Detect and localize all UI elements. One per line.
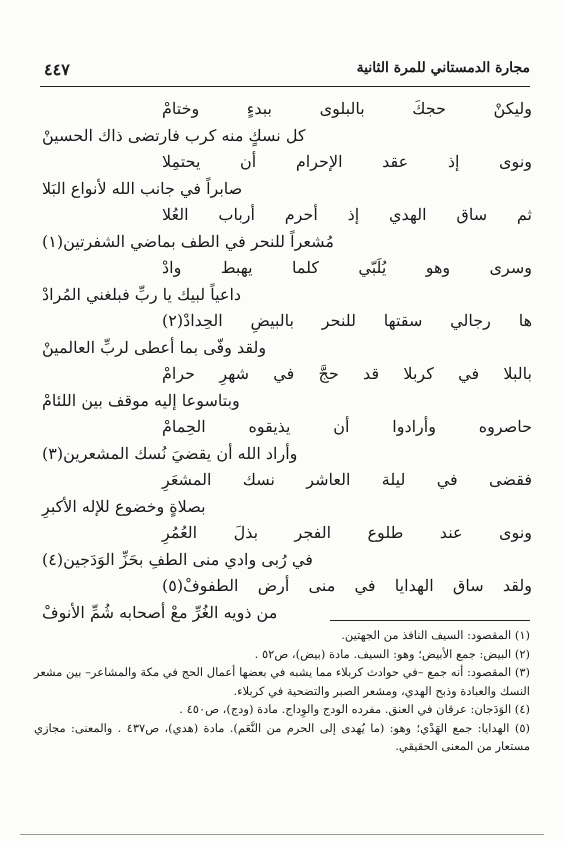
verse-line: بصلاةٍ وخضوع للإله الأكبرِ	[42, 496, 206, 516]
verse-line: ونوى عند طلوع الفجر بذلَ العُمُرِ	[162, 523, 532, 542]
verse-line: ولقد ساق الهدايا في منى أرض الطفوفْ(٥)	[162, 576, 532, 595]
verse-line: ونوى إذ عقد الإحرام أن يحتمِلا	[162, 152, 532, 171]
footnote: (٣) المقصود: أنه جمع –في حوادث كربلاء مما يشبه في بعضها أعمال الحج في مكة والمشاعر– بين مشعر النسك والعبادة وذبح الهدي، ومشعر الصبر والتضحية في كربلاء.	[34, 665, 530, 698]
running-title: مجارة الدمستاني للمرة الثانية	[356, 60, 530, 76]
footnote: (١) المقصود: السيف النافذ من الجهتين.	[341, 628, 530, 642]
verse-line: وسرى وهو يُلَبّي كلما يهبط وادْ	[162, 258, 532, 277]
page-number: ٤٤٧	[44, 60, 70, 79]
verse-line: بالبلا في كربلا قد حجَّ في شهرِ حرامْ	[162, 364, 532, 383]
footnote-divider	[330, 620, 530, 621]
verse-line: وأراد الله أن يقضيَ نُسك المشعرين(٣)	[42, 443, 298, 463]
footnote: (٢) البيض: جمع الأبيض؛ وهو: السيف. مادة (بيض)، ص٥٢ .	[254, 646, 530, 661]
verse-line: ولقد وفّى بما أعطى لربِّ العالمينْ	[42, 337, 267, 357]
verse-line: صابراً في جانب الله لأنواع البَلا	[42, 178, 243, 198]
verse-line: مُشعراً للنحر في الطف بماضي الشفرتين(١)	[42, 231, 334, 251]
verse-line: ها رجالي سقتها للنحر بالبيضِ الحِدادْ(٢)	[162, 311, 532, 330]
poem-body	[42, 96, 532, 622]
verse-line: وليكنْ حجكَ بالبلوى ببدءٍ وختامْ	[162, 99, 532, 118]
page-header	[40, 60, 530, 82]
verse-line: ثم ساق الهدي إذ أحرم أرباب العُلا	[162, 205, 532, 224]
verse-line: كل نسكٍ منه كرب فارتضى ذاك الحسينْ	[42, 125, 306, 145]
footnote: (٥) الهدايا: جمع الهَدْي؛ وهو: (ما يُهدى إلى الحرم من النَّعَم). مادة (هدي)، ص٤٣٧ . والمعنى: مجازي مستعار من المعنى الحقيقي.	[34, 720, 530, 753]
verse-line: حاصروه وأرادوا أن يذيقوه الحِمامْ	[162, 417, 532, 436]
verse-line: وبتاسوعا إليه موقف بين اللئامْ	[42, 390, 240, 410]
header-divider	[40, 86, 530, 87]
page-bottom-edge	[20, 834, 544, 835]
verse-line: داعياً لبيك يا ربِّ فبلغني المُرادْ	[42, 284, 242, 304]
footnote: (٤) الوَدَجان: عرقان في العنق. مفرده الودج والوِداج. مادة (ودج)، ص٤٥٠ .	[179, 702, 530, 716]
verse-line: من ذويه الغُرِّ معْ أصحابه شُمِّ الأنوفْ	[42, 602, 278, 622]
verse-line: في رُبى وادي منى الطفِ بحَزِّ الوَدَجين(٤)	[42, 549, 313, 569]
verse-line: فقضى في ليلة العاشر نسك المشعَرِ	[162, 470, 532, 489]
footnotes	[34, 626, 530, 756]
